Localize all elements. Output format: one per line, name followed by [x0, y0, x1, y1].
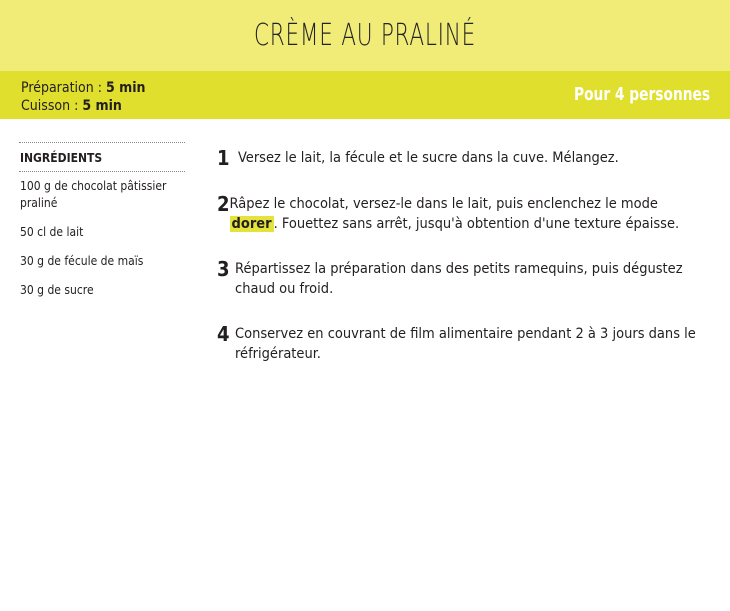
ingredient-item: 100 g de chocolat pâtissier praliné — [20, 179, 167, 210]
step-text: Répartissez la préparation dans des petits ramequins, puis dégustez chaud ou froid. — [235, 261, 683, 297]
step-number: 1 — [217, 146, 230, 170]
ingredient-item: 30 g de sucre — [20, 283, 94, 297]
servings: Pour 4 personnes — [573, 84, 710, 105]
steps-list — [217, 147, 707, 388]
step-number: 4 — [217, 322, 230, 346]
cook-label: Cuisson : — [21, 98, 83, 114]
step — [217, 258, 707, 299]
step-text-part: Râpez le chocolat, versez-le dans le lait, puis enclenchez le mode — [229, 196, 658, 212]
highlighted-mode: dorer — [231, 215, 272, 232]
step — [217, 147, 707, 169]
step-text: Conservez en couvrant de film alimentaire pendant 2 à 3 jours dans le réfrigérateur. — [235, 326, 696, 362]
step-text-part: . Fouettez sans arrêt, jusqu'à obtention d'une texture épaisse. — [273, 215, 680, 232]
ingredient-item: 50 cl de lait — [20, 225, 84, 239]
step — [217, 193, 707, 234]
ingredients-heading: INGRÉDIENTS — [20, 151, 103, 165]
step-number: 2 — [217, 192, 230, 216]
divider — [19, 171, 185, 172]
recipe-title: CRÈME AU PRALINÉ — [253, 18, 477, 53]
step-text — [230, 193, 707, 234]
prep-value: 5 min — [105, 80, 146, 96]
step-text: Versez le lait, la fécule et le sucre dans la cuve. Mélangez. — [238, 150, 619, 166]
step-number: 3 — [217, 257, 230, 281]
cook-value: 5 min — [82, 98, 122, 114]
ingredients-panel — [19, 142, 185, 311]
ingredient-item: 30 g de fécule de maïs — [20, 254, 144, 268]
prep-label: Préparation : — [21, 80, 106, 96]
recipe-times — [21, 79, 146, 115]
step — [217, 323, 707, 364]
